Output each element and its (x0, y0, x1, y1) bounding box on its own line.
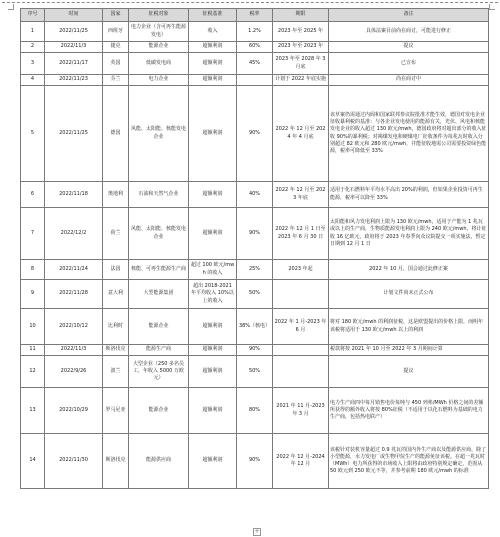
row-date: 2022/11/25 (45, 86, 103, 182)
table-row (21, 309, 489, 345)
table-row (21, 208, 489, 260)
row-number: 10 (21, 309, 45, 345)
row-rate: 80% (237, 388, 273, 434)
row-note: 提议 (329, 42, 489, 53)
row-base: 超额利润 (189, 53, 237, 75)
row-base: 超额利润 (189, 208, 237, 260)
row-rate: 90% (237, 345, 273, 356)
column-header: 序号 (21, 9, 45, 22)
column-header: 征税对象 (129, 9, 189, 22)
row-number: 14 (21, 434, 45, 489)
row-target: 能源生产商 (129, 345, 189, 356)
row-note: 太阳能和风力发电利润上限为 130 欧元/mwh，适用于产能为 1 兆瓦或以上的生产商，生物质能源发电利润上限为 240 欧元/mwh，将计征收 16 亿欧元，政府将于 2023 年春季向众议院提交一项实施法，暂定日期到 12 月 1 日 (329, 208, 489, 260)
row-base: 超额利润 (189, 309, 237, 345)
row-rate: 90% (237, 434, 273, 489)
row-note: 税款将按 2021 年 10 月至 2022 年 3 月期间计算 (329, 345, 489, 356)
row-target: 风能、太阳能、核能发电企业 (129, 208, 189, 260)
row-country: 荷兰 (103, 208, 129, 260)
row-country: 波兰 (103, 356, 129, 388)
table-row (21, 260, 489, 280)
table-resize-handle[interactable]: + (254, 528, 260, 535)
row-date: 2022/9/26 (45, 356, 103, 388)
row-date: 2022/11/17 (45, 53, 103, 75)
table-row (21, 53, 489, 75)
column-header: 征税基准 (189, 9, 237, 22)
row-target: 电力企业 (129, 75, 189, 86)
row-number: 13 (21, 388, 45, 434)
row-note: 适用于化石燃料年平均水平高出 20%的利润，但如果企业投资可再生能源，税率可以降至 33% (329, 182, 489, 208)
column-header: 期限 (273, 9, 329, 22)
row-country: 意大利 (103, 280, 129, 309)
row-target: 能源企业 (129, 309, 189, 345)
row-rate: 90% (237, 86, 273, 182)
row-base: 超额利润 (189, 345, 237, 356)
row-base: 超额利润 (189, 356, 237, 388)
row-note: 尚在商讨中 (329, 75, 489, 86)
page-corner-mark-left (8, 4, 14, 10)
row-rate: 1.2% (237, 22, 273, 42)
table-row (21, 182, 489, 208)
row-country: 西班牙 (103, 22, 129, 42)
row-rate: 40% (237, 182, 273, 208)
row-base: 超额利润 (189, 388, 237, 434)
row-country: 奥地利 (103, 182, 129, 208)
row-number: 4 (21, 75, 45, 86)
row-note: 2022 年 10 月，国会通过此修正案 (329, 260, 489, 280)
row-term: 2023 年至 2025 年 (273, 22, 329, 42)
row-term: 2023 年起 (273, 260, 329, 280)
row-number: 2 (21, 42, 45, 53)
row-country: 罗马尼亚 (103, 388, 129, 434)
page-top-border (2, 2, 498, 3)
row-number: 3 (21, 53, 45, 75)
row-rate (237, 75, 273, 86)
row-target: 风能、太阳能、核能发电企业 (129, 86, 189, 182)
row-note: 提议 (329, 356, 489, 388)
row-term: 2022 年 12 月 1 日至 2023 年 6 月 30 日 (273, 208, 329, 260)
table-row (21, 22, 489, 42)
row-term: 计划于 2022 年底实施 (273, 75, 329, 86)
windfall-tax-table (20, 8, 489, 489)
row-country: 比利时 (103, 309, 129, 345)
table-row (21, 356, 489, 388)
row-term: 2022 年 12 月-2024 年 12 月 (273, 434, 329, 489)
row-target: 核能、可再生能源生产商 (129, 260, 189, 280)
table-row (21, 388, 489, 434)
row-note: 该草案仍需通过内阁和国家联邦参议院批准才能生效，德国对发电企业征收暴利税的基准：与各企业发电使用的能源有关，光伏、风电和核能发电企业的收入超过 130 欧元/mwh，德国政府将对超出部分的收入征收 90%的暴利税；对褐煤发电和硬煤电厂征收条件为每兆瓦时收入分别超过 82 欧元和 280 欧元/mwh，并能征收地需公司需要投资绿色能源，税率可降低至 33% (329, 86, 489, 182)
row-base: 超额利润 (189, 75, 237, 86)
row-date: 2022/12/2 (45, 208, 103, 260)
column-header: 国家 (103, 9, 129, 22)
row-date: 2022/10/12 (45, 309, 103, 345)
row-note: 具体法案目前尚在商讨，可能进行修正 (329, 22, 489, 42)
table-row (21, 75, 489, 86)
row-date: 2022/11/30 (45, 434, 103, 489)
row-target: 石油和天然气企业 (129, 182, 189, 208)
table-row (21, 280, 489, 309)
row-base: 超额利润 (189, 434, 237, 489)
table-row (21, 345, 489, 356)
row-note: 将对 180 欧元/mwh 的利润征税，这是欧盟提出的价格上限，而明年该税将适用于 130 欧元/mwh 以上的利润 (329, 309, 489, 345)
row-term: 2022 年 12 月至 2023 年底 (273, 182, 329, 208)
row-number: 6 (21, 182, 45, 208)
row-date: 2022/11/24 (45, 260, 103, 280)
row-note: 该税针对装机容量超过 0.9 兆瓦的国内外生产商以及能源供应商，除了小型能源，水力发电厂或生物甲烷生产的能源免征该税。在超一兆瓦时（MWh）电力所获得的市场收入上限将由政府特别规定确定，范围从 50 欧元到 250 欧元不等，并参考前期 180 欧元/mwh 的标准 (329, 434, 489, 489)
row-term: 2023 年至 2028 年 3 月底 (273, 53, 329, 75)
row-target: 能源供应商 (129, 434, 189, 489)
row-term (273, 356, 329, 388)
row-rate: 60% (237, 42, 273, 53)
row-country: 斯洛伐克 (103, 345, 129, 356)
row-target: 能源企业 (129, 388, 189, 434)
row-country: 捷克 (103, 42, 129, 53)
row-target: 能源企业 (129, 42, 189, 53)
row-number: 1 (21, 22, 45, 42)
row-rate: 90% (237, 208, 273, 260)
row-date: 2022/11/23 (45, 75, 103, 86)
row-rate: 38%（核电） (237, 309, 273, 345)
row-target: 大型企业（250 多名员工，年收入 5000 万欧元） (129, 356, 189, 388)
row-term: 2022 年 12 月至 2024 年 4 月底 (273, 86, 329, 182)
page-corner-mark-right (489, 4, 495, 10)
row-number: 8 (21, 260, 45, 280)
row-note: 已宣布 (329, 53, 489, 75)
row-date: 2022/11/3 (45, 345, 103, 356)
row-date: 2022/10/29 (45, 388, 103, 434)
row-term: 2023 年至 2023 年 (273, 42, 329, 53)
row-country: 英国 (103, 53, 129, 75)
row-date: 2022/11/25 (45, 22, 103, 42)
row-rate: 50% (237, 280, 273, 309)
table-header-row (21, 9, 489, 22)
row-term: 2022 年 1 月-2023 年 6 月 (273, 309, 329, 345)
row-number: 9 (21, 280, 45, 309)
row-note: 电力生产商四中每月销售电价每吨与 450 列弗/MWh 价格之间的差额所获得的额外收入将按 80%征税（不适用于以化石燃料为基础的电力生产商，包括热电联产） (329, 388, 489, 434)
row-base: 超额利润 (189, 86, 237, 182)
row-number: 12 (21, 356, 45, 388)
column-header: 时间 (45, 9, 103, 22)
row-note: 计划文件尚未正式公布 (329, 280, 489, 309)
row-date: 2022/11/28 (45, 280, 103, 309)
table-row (21, 86, 489, 182)
row-number: 5 (21, 86, 45, 182)
row-date: 2022/11/18 (45, 182, 103, 208)
table-row (21, 42, 489, 53)
row-rate: 45% (237, 53, 273, 75)
row-target: 低碳发电商 (129, 53, 189, 75)
row-number: 7 (21, 208, 45, 260)
row-country: 斯洛伐克 (103, 434, 129, 489)
row-country: 芬兰 (103, 75, 129, 86)
row-rate: 50% (237, 356, 273, 388)
row-base: 超额利润 (189, 42, 237, 53)
row-term (273, 280, 329, 309)
row-country: 法国 (103, 260, 129, 280)
row-country: 德国 (103, 86, 129, 182)
row-target: 电力企业（含可再生能源发电） (129, 22, 189, 42)
row-base: 收入 (189, 22, 237, 42)
column-header: 备注 (329, 9, 489, 22)
row-base: 超过 100 欧元/mwh 的收入 (189, 260, 237, 280)
table-body (21, 22, 489, 489)
row-base: 超额利润 (189, 182, 237, 208)
row-term (273, 345, 329, 356)
row-base: 超出 2018-2021 年平均收入 10%以上的收入 (189, 280, 237, 309)
row-rate: 25% (237, 260, 273, 280)
row-number: 11 (21, 345, 45, 356)
row-date: 2022/11/3 (45, 42, 103, 53)
table-row (21, 434, 489, 489)
row-target: 大型能源集团 (129, 280, 189, 309)
row-term: 2021 年 11 月-2023 年 3 月 (273, 388, 329, 434)
column-header: 税率 (237, 9, 273, 22)
